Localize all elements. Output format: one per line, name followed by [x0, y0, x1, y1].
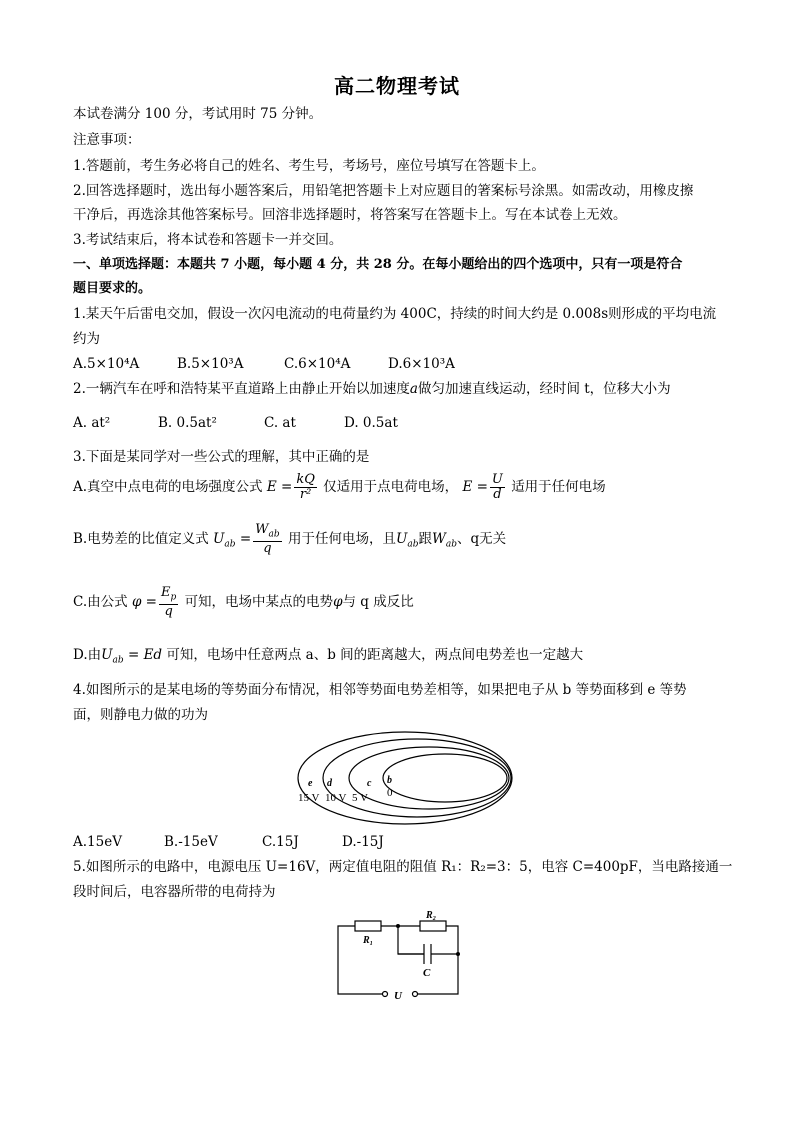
q3-option-b [73, 522, 506, 562]
q3-b-formula-den: q [263, 541, 272, 557]
label-e: e [308, 778, 313, 789]
q3-d-post: 可知，电场中任意两点 a、b 间的距离越大，两点间电势差也一定越大 [166, 647, 584, 663]
q2-stem-var: a [409, 381, 418, 397]
q3-b-u-sub: ab [224, 539, 236, 550]
q3-c-e-sub: p [170, 592, 177, 603]
q4-option-d: D.-15J [342, 834, 384, 850]
q4-option-a: A.15eV [73, 834, 122, 850]
equipotential-c [349, 747, 509, 809]
q1-option-a: A.5×10⁴A [73, 356, 140, 372]
q2-options [73, 414, 398, 432]
q1-option-b: B.5×10³A [177, 356, 244, 372]
q3-b-eq: = [235, 531, 252, 547]
q3-b-post: 用于任何电场，且 [287, 531, 396, 547]
q3-b-formula-lhs [213, 531, 252, 550]
q3-b-tail: 跟 [418, 531, 432, 547]
q2-stem-a: 2.一辆汽车在呼和浩特某平直道路上由静止开始以加速度 [73, 381, 410, 397]
q3-a-formula2-lhs: E = [462, 479, 488, 495]
notice-1: 1.答题前，考生务必将自己的姓名、考生号，考场号，座位号填写在答题卡上。 [73, 158, 545, 174]
q1-option-d: D.6×10³A [388, 356, 455, 372]
q3-a-formula2 [490, 473, 505, 502]
section1-heading: 一、单项选择题：本题共 7 小题，每小题 4 分，共 28 分。在每小题给出的四个选项中，只有一项是符合 [73, 257, 683, 272]
q3-a-mid: 仅适用于点电荷电场， [323, 479, 459, 495]
q3-c-post: 可知，电场中某点的电势 [184, 594, 334, 610]
q3-b-var2-sub: ab [445, 539, 458, 550]
q3-a-post: 适用于任何电场 [511, 479, 606, 495]
q2-option-c: C. at [264, 415, 296, 431]
q4-option-c: C.15J [262, 834, 299, 850]
resistor-r1 [355, 921, 381, 931]
label-0v: 0 [387, 787, 393, 799]
notice-heading: 注意事项： [73, 132, 141, 148]
q3-b-w-sub: ab [268, 529, 280, 540]
q1-options [73, 355, 455, 373]
label-c: c [367, 778, 372, 789]
q2-stem [73, 380, 671, 398]
q3-d-u-sub: ab [112, 655, 124, 666]
resistor-r2 [420, 921, 446, 931]
intro-text: 本试卷满分 100 分，考试用时 75 分钟。 [73, 106, 323, 122]
q3-b-text: B.电势差的比值定义式 [73, 531, 209, 547]
q3-option-d [73, 646, 583, 670]
terminal-left [383, 992, 388, 997]
label-15v: 15 V [298, 792, 320, 804]
q3-b-var1: U [395, 531, 408, 547]
q3-d-text: D.由 [73, 647, 102, 663]
label-c: C [423, 967, 431, 979]
q3-a-formula2-num: U [491, 472, 503, 487]
q3-option-c [73, 585, 414, 619]
junction-right [456, 952, 460, 956]
label-r1: R₁ [363, 935, 374, 946]
equipotential-b [383, 754, 507, 802]
q3-a-text: A.真空中点电荷的电场强度公式 [73, 479, 263, 495]
q3-c-formula-den: q [164, 604, 173, 620]
notice-2: 2.回答选择题时，选出每小题答案后，用铅笔把答题卡上对应题目的箸案标号涂黑。如需改动，用橡皮擦 [73, 183, 694, 199]
q3-b-w: W [255, 521, 269, 537]
q1-stem: 1.某天午后雷电交加，假设一次闪电流动的电荷量约为 400C，持续的时间大约是 0.008s则形成的平均电流 [73, 306, 717, 322]
junction-left [396, 924, 400, 928]
q3-b-var1-sub: ab [407, 539, 419, 550]
terminal-right [413, 992, 418, 997]
label-r2: R₂ [426, 910, 437, 921]
label-d: d [327, 778, 332, 789]
q3-b-formula [253, 523, 282, 557]
notice-3: 3.考试结束后，将本试卷和答题卡一并交回。 [73, 232, 343, 248]
q3-b-formula-num [253, 523, 282, 543]
q2-option-b: B. 0.5at² [158, 415, 217, 431]
q3-b-var2: W [432, 531, 446, 547]
circuit-wires [338, 921, 458, 994]
q3-b-u: U [213, 531, 225, 547]
q3-stem: 3.下面是某同学对一些公式的理解，其中正确的是 [73, 449, 370, 465]
q3-d-eq: = Ed [123, 647, 163, 663]
q4-options [73, 833, 384, 851]
label-u: U [394, 990, 402, 1002]
q3-c-e: E [161, 584, 171, 600]
q1-option-c: C.6×10⁴A [284, 356, 351, 372]
q1-stem-cont: 约为 [73, 331, 100, 347]
q3-c-end: 与 q 成反比 [342, 594, 414, 610]
q5-stem-cont: 段时间后，电容器所带的电荷持为 [73, 884, 276, 900]
q3-c-phi: φ [333, 594, 343, 610]
q2-option-d: D. 0.5at [344, 415, 398, 431]
q4-stem-cont: 面，则静电力做的功为 [73, 707, 208, 723]
q2-option-a: A. at² [73, 415, 111, 431]
equipotential-figure [295, 728, 525, 828]
q3-option-a [73, 470, 606, 504]
circuit-figure [330, 906, 470, 1006]
q3-c-formula-lhs: φ = [131, 594, 157, 610]
q4-option-b: B.-15eV [164, 834, 218, 850]
q3-a-formula2-den: d [493, 487, 502, 502]
q3-a-formula1-den: r² [299, 487, 312, 502]
q2-stem-b: 做匀加速直线运动，经时间 t，位移大小为 [417, 381, 671, 397]
q3-b-end: 、q无关 [457, 531, 507, 547]
q3-a-formula1 [294, 473, 317, 502]
page-title: 高二物理考试 [334, 74, 460, 98]
q3-d-u: U [101, 647, 113, 663]
q3-c-text: C.由公式 [73, 594, 128, 610]
equipotential-d [323, 739, 511, 817]
section1-heading-cont: 题目要求的。 [73, 281, 152, 296]
q5-stem: 5.如图所示的电路中，电源电压 U=16V，两定值电阻的阻值 R₁：R₂=3：5，电容 C=400pF，当电路接通一 [73, 859, 733, 875]
label-b: b [387, 775, 392, 786]
q3-c-formula [159, 586, 178, 620]
notice-2-cont: 干净后，再选涂其他答案标号。回溶非选择题时，将答案写在答题卡上。写在本试卷上无效。 [73, 207, 627, 223]
q3-a-formula1-num: kQ [296, 472, 315, 487]
q3-c-formula-num [159, 586, 178, 606]
label-5v: 5 V [352, 792, 368, 804]
q3-a-formula1-lhs: E = [266, 479, 293, 495]
label-10v: 10 V [325, 792, 347, 804]
q4-stem: 4.如图所示的是某电场的等势面分布情况，相邻等势面电势差相等，如果把电子从 b 等势面移到 e 等势 [73, 682, 687, 698]
